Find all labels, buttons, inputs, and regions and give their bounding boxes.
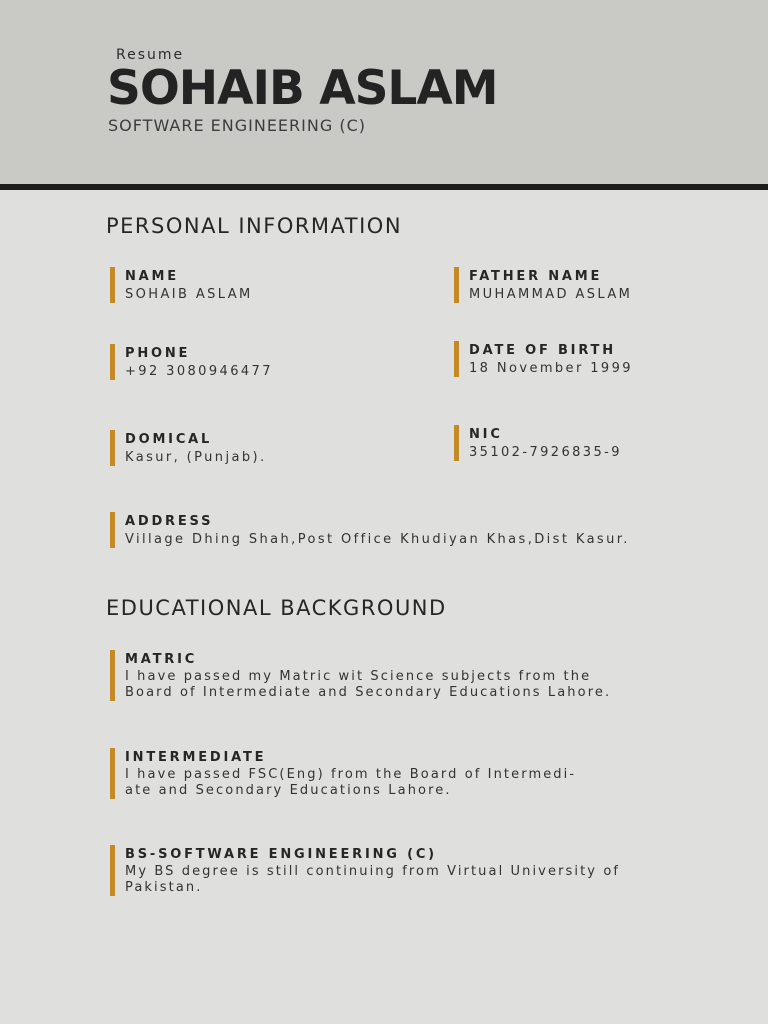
field-name [110, 267, 253, 303]
edu-intermediate [110, 748, 576, 799]
field-phone-label: PHONE [125, 346, 191, 361]
field-father-name [454, 267, 632, 303]
field-name-label: NAME [125, 269, 179, 284]
candidate-name: SOHAIB ASLAM [107, 61, 498, 116]
education-heading: EDUCATIONAL BACKGROUND [106, 596, 447, 620]
field-father-name-value: MUHAMMAD ASLAM [469, 287, 633, 302]
field-address [110, 512, 630, 548]
field-nic-value: 35102-7926835-9 [469, 445, 622, 460]
field-nic-label: NIC [469, 427, 503, 442]
field-domical-label: DOMICAL [125, 432, 213, 447]
field-father-name-label: FATHER NAME [469, 269, 603, 284]
field-dob [454, 341, 633, 377]
edu-intermediate-line2: ate and Secondary Educations Lahore. [125, 783, 452, 798]
field-name-value: SOHAIB ASLAM [125, 287, 253, 302]
field-nic [454, 425, 622, 461]
field-address-value: Village Dhing Shah,Post Office Khudiyan Khas,Dist Kasur. [125, 532, 630, 547]
header-divider [0, 184, 768, 190]
field-address-label: ADDRESS [125, 514, 214, 529]
candidate-subtitle: SOFTWARE ENGINEERING (C) [108, 116, 366, 135]
field-dob-value: 18 November 1999 [469, 361, 633, 376]
field-phone [110, 344, 273, 380]
edu-bs [110, 845, 620, 896]
edu-matric-line1: I have passed my Matric wit Science subjects from the [125, 669, 592, 684]
edu-matric-label: MATRIC [125, 652, 198, 667]
field-phone-value: +92 3080946477 [125, 364, 273, 379]
edu-matric [110, 650, 611, 701]
edu-bs-line2: Pakistan. [125, 880, 203, 895]
field-domical-value: Kasur, (Punjab). [125, 450, 267, 465]
resume-label: Resume [116, 47, 185, 63]
personal-info-heading: PERSONAL INFORMATION [106, 214, 403, 238]
field-dob-label: DATE OF BIRTH [469, 343, 616, 358]
edu-intermediate-label: INTERMEDIATE [125, 750, 267, 765]
edu-bs-line1: My BS degree is still continuing from Virtual University of [125, 864, 621, 879]
edu-intermediate-line1: I have passed FSC(Eng) from the Board of Intermedi- [125, 767, 577, 782]
edu-bs-label: BS-SOFTWARE ENGINEERING (C) [125, 847, 437, 862]
field-domical [110, 430, 266, 466]
edu-matric-line2: Board of Intermediate and Secondary Educations Lahore. [125, 685, 612, 700]
